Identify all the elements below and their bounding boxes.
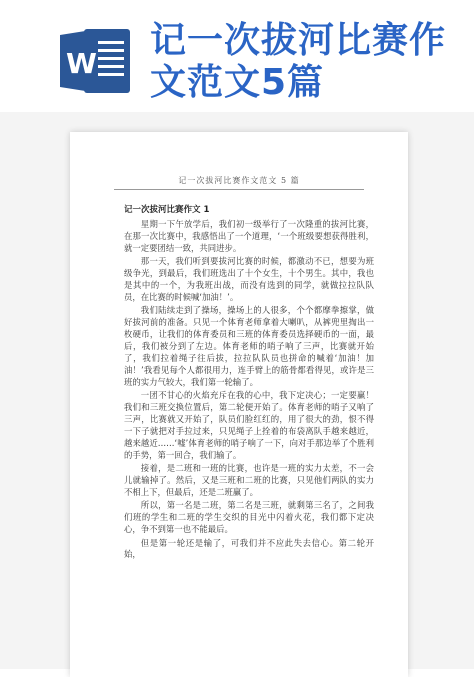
paragraph: 一团不甘心的火焰充斥在我的心中，我下定决心；一定要赢！我们和三班交换位置后，第二轮便开始了。体育老师的哨子又响了三声，比赛就又开始了，队员们脸红红的，用了很大的劲，恨不得一下子就把对手拉过来，只见绳子上拴着的布袋离队手越来越近，越来越近……‘嘘’体育老师的哨子响了一下，向对手那边举了个胜利的手势，第一回合，我们输了。	[124, 390, 374, 460]
paragraph: 那一天，我们听到要拔河比赛的时候，都激动不已，想要为班级争光，到最后，我们班选出了十个女生，十个男生。其中，我也是其中的一个，为我班出战，而没有选到的同学，就做拉拉队队员，在比赛的时候喊‘加油！’。	[124, 256, 374, 302]
word-document-icon	[58, 25, 132, 97]
header-divider	[114, 189, 364, 190]
document-page	[70, 132, 408, 677]
document-header: 记一次拔河比赛作文范文 5 篇	[178, 176, 300, 185]
paragraph: 我们陆续走到了操场，操场上的人很多，个个都摩拳擦掌，做好拔河前的准备。只见一个体育老师拿着大喇叭，从裤兜里掏出一枚硬币，让我们的体育委员和三班的体育委员选择硬币的一面，最后，我们被分到了左边。体育老师的哨子响了三声，比赛就开始了，我们拉着绳子往后拔，拉拉队队员也拼命的喊着‘加油！加油！’我看见每个人都很用力，连手臂上的筋骨都看得见，或许是三班的实力气较大，我们第一轮输了。	[124, 305, 374, 387]
document-heading: 记一次拔河比赛作文 1	[124, 205, 210, 215]
svg-text:W: W	[66, 47, 97, 80]
title-line-1: 记一次拔河比赛作	[150, 20, 447, 61]
paragraph: 接着，是二班和一班的比赛，也许是一班的实力太差，不一会儿就输掉了。然后，又是三班和二班的比赛，只见他们两队的实力不相上下，但最后，还是二班赢了。	[124, 463, 374, 497]
document-preview-area	[0, 112, 474, 669]
page-title	[150, 20, 460, 104]
top-banner	[0, 0, 474, 112]
paragraph: 但是第一轮还是输了，可我们并不应此失去信心。第二轮开始，	[124, 537, 374, 560]
paragraph: 所以，第一名是二班，第二名是三班，就剩第三名了，之间我们班的学生和二班的学生交织的目光中闪着火花，我们都下定决心，争不到第一也不能最后。	[124, 500, 374, 535]
title-line-2: 文范文5篇	[150, 62, 325, 103]
document-body	[124, 219, 374, 563]
paragraph: 星期一下午放学后，我们初一级举行了一次隆重的拔河比赛，在那一次比赛中，我感悟出了一个道理，‘一个班级要想获得胜利，就一定要团结一致，共同进步。	[124, 219, 374, 253]
